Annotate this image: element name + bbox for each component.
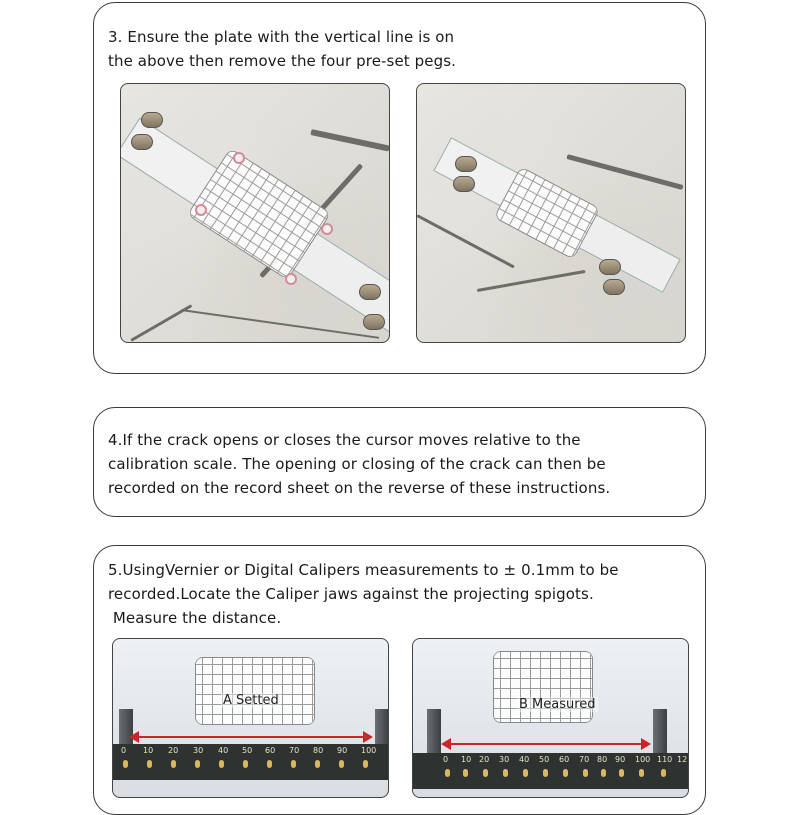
ruler-tick: 40 (218, 746, 229, 755)
step-4-line-2: calibration scale. The opening or closing of the crack can then be (108, 455, 606, 473)
step-5-line-3: Measure the distance. (108, 609, 282, 627)
ruler-tick: 100 (361, 746, 377, 755)
crack-line (181, 309, 379, 339)
ruler-tick: 100 (635, 755, 651, 764)
screw-icon (141, 112, 163, 128)
ruler-tick: 0 (121, 746, 127, 755)
ruler-tick: 20 (479, 755, 490, 764)
screw-icon (363, 314, 385, 330)
screw-icon (599, 259, 621, 275)
ruler-tick: 50 (539, 755, 550, 764)
ruler-tick: 10 (143, 746, 154, 755)
crack-line (566, 154, 683, 190)
ruler-tick: 10 (461, 755, 472, 764)
peg-highlight-icon (285, 273, 297, 285)
ruler-tick: 70 (289, 746, 300, 755)
ruler-tick: 70 (579, 755, 590, 764)
screw-icon (131, 134, 153, 150)
crack-line (310, 129, 389, 152)
ruler-tick: 12 (677, 755, 688, 764)
crack-monitor-pegs-photo (120, 83, 390, 343)
peg-highlight-icon (321, 223, 333, 235)
step-3-panel (93, 2, 706, 374)
calibration-plate (195, 657, 315, 725)
ruler-tick: 80 (597, 755, 608, 764)
caliper-jaw (119, 709, 133, 749)
ruler-tick: 50 (242, 746, 253, 755)
screw-icon (359, 284, 381, 300)
ruler-tick: 30 (499, 755, 510, 764)
step-3-line-2: the above then remove the four pre-set pegs. (108, 52, 457, 70)
crack-monitor-installed-photo (416, 83, 686, 343)
step-5-panel (93, 545, 706, 815)
caliper-b-measured-photo (412, 638, 689, 798)
measure-arrow (443, 743, 649, 745)
ruler-tick: 60 (559, 755, 570, 764)
ruler-tick: 40 (519, 755, 530, 764)
crack-line (416, 214, 515, 268)
step-4-line-1: 4.If the crack opens or closes the cursor moves relative to the (108, 431, 581, 449)
ruler-tick: 20 (168, 746, 179, 755)
ruler-tick: 80 (313, 746, 324, 755)
step-4-line-3: recorded on the record sheet on the reverse of these instructions. (108, 479, 611, 497)
measure-arrow (131, 736, 371, 738)
peg-highlight-icon (233, 152, 245, 164)
screw-icon (603, 279, 625, 295)
peg-highlight-icon (195, 204, 207, 216)
crack-line (477, 270, 586, 292)
ruler-tick: 0 (443, 755, 449, 764)
ruler-tick: 110 (657, 755, 673, 764)
caliper-jaw (375, 709, 389, 749)
caliper-b-label: B Measured (519, 697, 596, 712)
ruler-tick: 30 (193, 746, 204, 755)
step-4-text (108, 428, 610, 500)
step-5-text (108, 558, 619, 630)
caliper-jaw (427, 709, 441, 755)
calibration-plate (493, 651, 593, 723)
screw-icon (455, 156, 477, 172)
step-4-panel (93, 407, 706, 517)
ruler-tick: 60 (265, 746, 276, 755)
screw-icon (453, 176, 475, 192)
ruler-tick: 90 (615, 755, 626, 764)
caliper-ruler (413, 753, 688, 789)
step-3-line-1: 3. Ensure the plate with the vertical line is on (108, 28, 455, 46)
caliper-ruler (113, 744, 388, 780)
ruler-tick: 90 (337, 746, 348, 755)
caliper-jaw (653, 709, 667, 755)
crack-line (130, 304, 192, 342)
caliper-a-setted-photo (112, 638, 389, 798)
step-3-text (108, 25, 456, 73)
step-5-line-1: 5.UsingVernier or Digital Calipers measurements to ± 0.1mm to be (108, 561, 619, 579)
caliper-a-label: A Setted (223, 693, 279, 708)
step-5-line-2: recorded.Locate the Caliper jaws against the projecting spigots. (108, 585, 594, 603)
